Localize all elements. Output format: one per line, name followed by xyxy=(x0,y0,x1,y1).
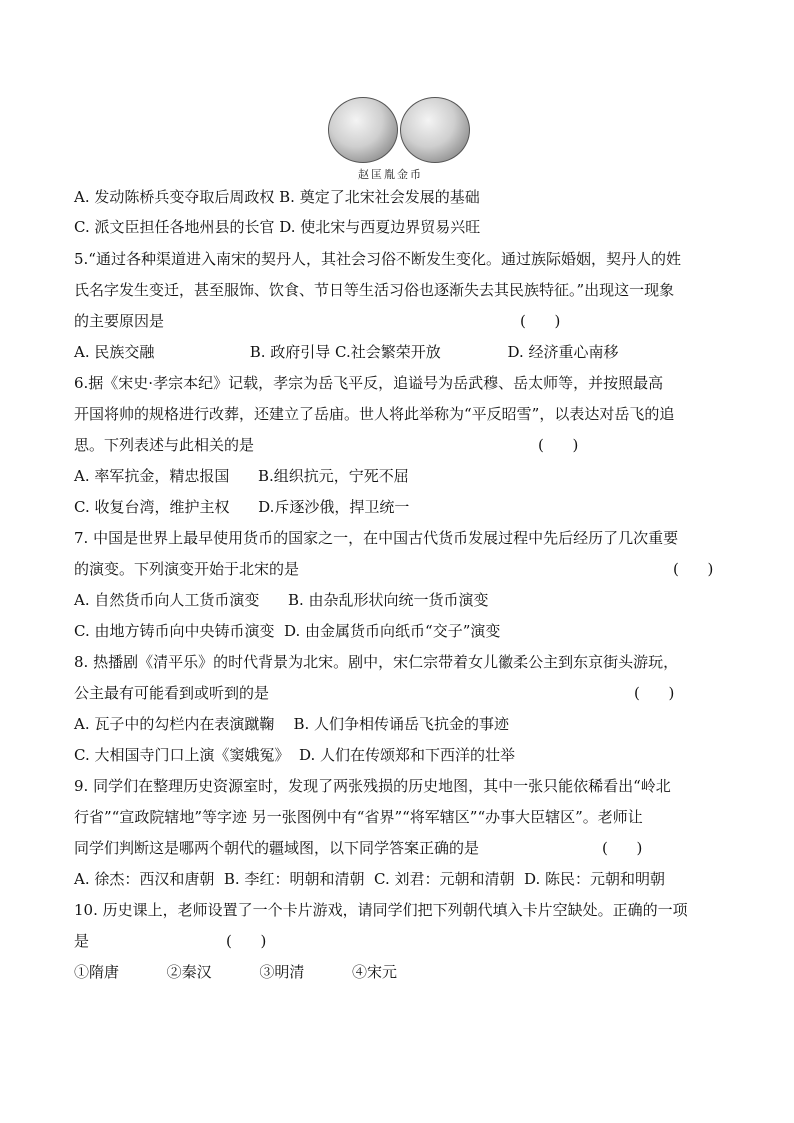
question-10-text: 是 xyxy=(74,932,90,950)
answer-paren: ( ) xyxy=(520,312,561,330)
answer-paren: ( ) xyxy=(634,684,675,702)
question-6-options: C. 收复台湾，维护主权 D.斥逐沙俄，捍卫统一 xyxy=(74,498,410,516)
answer-paren: ( ) xyxy=(602,839,643,857)
question-7-text: 的演变。下列演变开始于北宋的是 xyxy=(74,560,300,578)
option-line: A. 发动陈桥兵变夺取后周政权 B. 奠定了北宋社会发展的基础 xyxy=(74,188,480,206)
question-6-text: 6.据《宋史·孝宗本纪》记载，孝宗为岳飞平反，追谥号为岳武穆、岳太师等，并按照最高 xyxy=(74,374,664,392)
question-5-text: 5.“通过各种渠道进入南宋的契丹人，其社会习俗不断发生变化。通过族际婚姻，契丹人的姓 xyxy=(74,250,681,268)
question-6-options: A. 率军抗金，精忠报国 B.组织抗元，宁死不屈 xyxy=(74,467,409,485)
question-7-options: A. 自然货币向人工货币演变 B. 由杂乱形状向统一货币演变 xyxy=(74,591,489,609)
coin-emblem-side xyxy=(328,97,398,163)
question-9-options: A. 徐杰：西汉和唐朝 B. 李红：明朝和清朝 C. 刘君：元朝和清朝 D. 陈民：元朝和明朝 xyxy=(74,870,666,888)
question-8-options: A. 瓦子中的勾栏内在表演蹴鞠 B. 人们争相传诵岳飞抗金的事迹 xyxy=(74,715,510,733)
option-line: C. 派文臣担任各地州县的长官 D. 使北宋与西夏边界贸易兴旺 xyxy=(74,218,481,236)
coin-portrait-side xyxy=(400,97,470,163)
question-10-text: 10. 历史课上，老师设置了一个卡片游戏，请同学们把下列朝代填入卡片空缺处。正确的一项 xyxy=(74,901,688,919)
question-5-text: 氏名字发生变迁，甚至服饰、饮食、节日等生活习俗也逐渐失去其民族特征。”出现这一现象 xyxy=(74,281,675,299)
question-7-options: C. 由地方铸币向中央铸币演变 D. 由金属货币向纸币“交子”演变 xyxy=(74,622,501,640)
question-8-text: 公主最有可能看到或听到的是 xyxy=(74,684,270,702)
figure-caption: 赵匡胤金币 xyxy=(358,168,423,181)
question-9-text: 同学们判断这是哪两个朝代的疆域图，以下同学答案正确的是 xyxy=(74,839,480,857)
answer-paren: ( ) xyxy=(226,932,267,950)
question-8-text: 8. 热播剧《清平乐》的时代背景为北宋。剧中，宋仁宗带着女儿徽柔公主到东京街头游玩， xyxy=(74,653,679,671)
answer-paren: ( ) xyxy=(538,436,579,454)
question-6-text: 开国将帅的规格进行改葬，还建立了岳庙。世人将此举称为“平反昭雪”，以表达对岳飞的追 xyxy=(74,405,675,423)
question-7-text: 7. 中国是世界上最早使用货币的国家之一，在中国古代货币发展过程中先后经历了几次重要 xyxy=(74,529,679,547)
question-6-text: 思。下列表述与此相关的是 xyxy=(74,436,255,454)
answer-paren: ( ) xyxy=(673,560,714,578)
coin-images xyxy=(328,97,468,169)
question-5-text: 的主要原因是 xyxy=(74,312,165,330)
question-10-items: ①隋唐 ②秦汉 ③明清 ④宋元 xyxy=(74,963,398,981)
question-9-text: 行省”“宣政院辖地”等字迹 另一张图例中有“省界”“将军辖区”“办事大臣辖区”。老师让 xyxy=(74,808,643,826)
question-9-text: 9. 同学们在整理历史资源室时，发现了两张残损的历史地图，其中一张只能依稀看出“岭北 xyxy=(74,777,671,795)
question-8-options: C. 大相国寺门口上演《窦娥冤》 D. 人们在传颂郑和下西洋的壮举 xyxy=(74,746,516,764)
question-5-options: A. 民族交融 B. 政府引导 C.社会繁荣开放 D. 经济重心南移 xyxy=(74,343,619,361)
